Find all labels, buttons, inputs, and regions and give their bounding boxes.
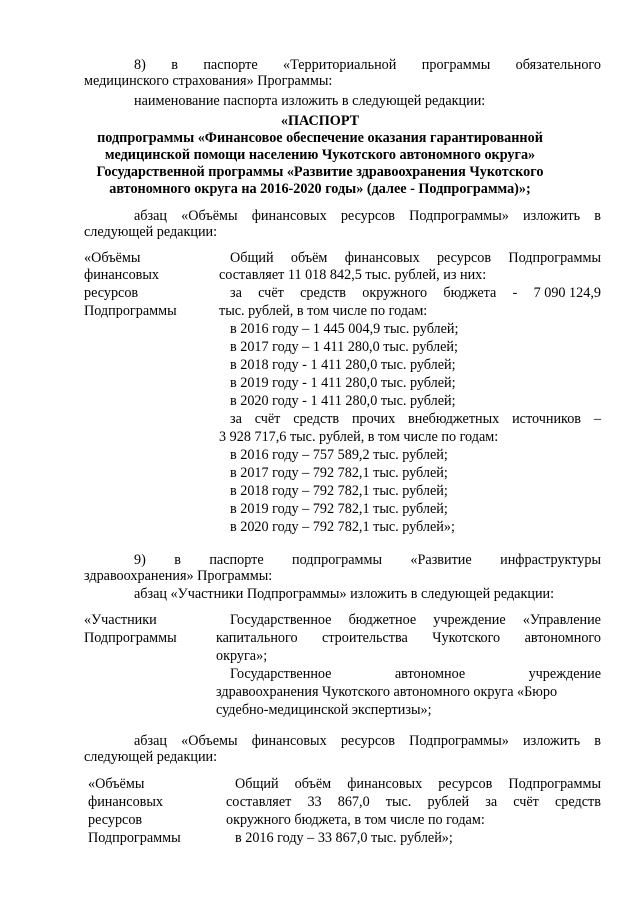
item9-line1: 9) в паспорте подпрограммы «Развитие инфраструктуры	[134, 552, 601, 568]
passport-title-3: медицинской помощи населению Чукотского автономного округа»	[104, 147, 536, 163]
table3-label-2: финансовых	[88, 794, 163, 810]
table2-label-1: «Участники	[84, 612, 157, 628]
table2-label-2: Подпрограммы	[84, 630, 177, 646]
table1-other-year-2018: в 2018 году – 792 782,1 тыс. рублей;	[230, 483, 448, 499]
item9-line3: абзац «Участники Подпрограммы» изложить в следующей редакции:	[134, 586, 555, 602]
table3-label-4: Подпрограммы	[88, 830, 181, 846]
table2-p1-line2: капитального строительства Чукотского автономного	[216, 630, 601, 646]
table2-p1-line1: Государственное бюджетное учреждение «Управление	[230, 612, 601, 628]
table1-other-year-2020: в 2020 году – 792 782,1 тыс. рублей»;	[230, 519, 455, 535]
table1-okrug-year-2016: в 2016 году – 1 445 004,9 тыс. рублей;	[230, 321, 459, 337]
table1-label-3: ресурсов	[84, 285, 139, 301]
para1-line1: абзац «Объёмы финансовых ресурсов Подпрограммы» изложить в	[134, 208, 601, 224]
para2-line1: абзац «Объемы финансовых ресурсов Подпрограммы» изложить в	[134, 733, 601, 749]
table1-okrug-line1: за счёт средств окружного бюджета - 7 090 124,9	[230, 285, 601, 301]
item9-line2: здравоохранения» Программы:	[84, 568, 273, 584]
table1-label-1: «Объёмы	[84, 250, 141, 266]
table1-other-year-2016: в 2016 году – 757 589,2 тыс. рублей;	[230, 447, 448, 463]
item8-line2: медицинского страхования» Программы:	[84, 73, 333, 89]
passport-title-4: Государственной программы «Развитие здравоохранения Чукотского	[96, 164, 544, 180]
table1-other-line2: 3 928 717,6 тыс. рублей, в том числе по годам:	[219, 429, 499, 445]
table2-p1-line3: округа»;	[216, 648, 268, 664]
table1-other-year-2019: в 2019 году – 792 782,1 тыс. рублей;	[230, 501, 448, 517]
table2-p2-line2: здравоохранения Чукотского автономного округа «Бюро	[216, 684, 558, 700]
para2-line2: следующей редакции:	[84, 749, 218, 765]
item8-line3: наименование паспорта изложить в следующей редакции:	[134, 93, 486, 109]
table2-p2-line3: судебно-медицинской экспертизы»;	[216, 702, 432, 718]
table3-line1: Общий объём финансовых ресурсов Подпрограммы	[235, 776, 601, 792]
table3-label-3: ресурсов	[88, 812, 143, 828]
table1-other-year-2017: в 2017 году – 792 782,1 тыс. рублей;	[230, 465, 448, 481]
table3-label-1: «Объёмы	[88, 776, 145, 792]
passport-title-1: «ПАСПОРТ	[280, 113, 360, 129]
table1-total-line2: составляет 11 018 842,5 тыс. рублей, из них:	[219, 267, 487, 283]
table1-okrug-year-2019: в 2019 году - 1 411 280,0 тыс. рублей;	[230, 375, 456, 391]
table1-label-2: финансовых	[84, 267, 159, 283]
passport-title-2: подпрограммы «Финансовое обеспечение оказания гарантированной	[97, 130, 543, 146]
para1-line2: следующей редакции:	[84, 224, 218, 240]
item8-line1: 8) в паспорте «Территориальной программы обязательного	[134, 57, 601, 73]
table1-okrug-line2: тыс. рублей, в том числе по годам:	[219, 303, 428, 319]
table2-p2-line1: Государственное автономное учреждение	[230, 666, 601, 682]
table3-line4: в 2016 году – 33 867,0 тыс. рублей»;	[235, 830, 453, 846]
table3-line3: окружного бюджета, в том числе по годам:	[226, 812, 485, 828]
table1-okrug-year-2020: в 2020 году - 1 411 280,0 тыс. рублей;	[230, 393, 456, 409]
table1-total-line1: Общий объём финансовых ресурсов Подпрограммы	[230, 250, 601, 266]
table1-label-4: Подпрограммы	[84, 303, 177, 319]
passport-title-5: автономного округа на 2016-2020 годы» (далее - Подпрограмма)»;	[109, 181, 531, 197]
table3-line2: составляет 33 867,0 тыс. рублей за счёт средств	[226, 794, 601, 810]
table1-okrug-year-2017: в 2017 году – 1 411 280,0 тыс. рублей;	[230, 339, 458, 355]
table1-okrug-year-2018: в 2018 году - 1 411 280,0 тыс. рублей;	[230, 357, 456, 373]
table1-other-line1: за счёт средств прочих внебюджетных источников –	[230, 411, 601, 427]
